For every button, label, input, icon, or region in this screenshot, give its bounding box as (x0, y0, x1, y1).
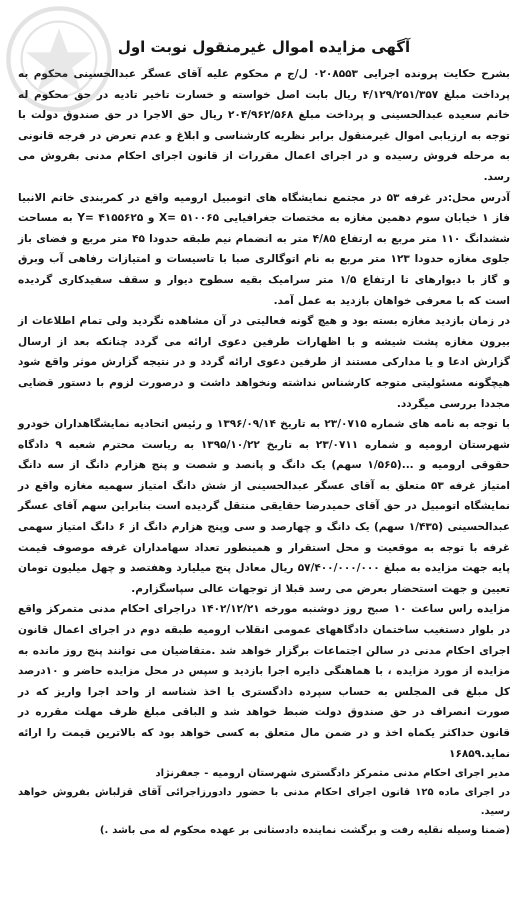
paragraph-article-125: در اجرای ماده ۱۲۵ قانون اجرای احکام مدنی با حضور دادورزاجرائی آقای قزلباش بفروش خواهد رسید. (18, 787, 511, 818)
paragraph-property-address: آدرس محل:در غرفه ۵۳ در مجتمع نمایشگاه های اتومبیل ارومیه واقع در کمربندی خاتم الانبیا فاز ۱ خیابان سوم دهمین مغازه به مختصات جغرافیایی ۵۱۰۰۶۵ =X و ۴۱۵۵۶۲۵ =Y به مساحت ششدانگ ۱۱۰ متر مربع به ارتفاع ۴/۸۵ متر به انضمام نیم طبقه حدودا ۴۵ متر مربع و فضای باز جلوی مغازه حدودا ۱۲۳ متر مربع به نام اتوگالری صبا با تاسیسات و امتیازات رفاهی آب وبرق و گاز با دیوارهای تا ارتفاع ۱/۵ متر سرامیک بقیه سطوح دیوار و سقف سفیدکاری گردیده است که با معرفی خواهان بازدید به عمل آمد. (18, 191, 510, 307)
notice-title: آگهی مزایده اموال غیرمنقول نوبت اول (117, 38, 411, 56)
signature-line: مدیر اجرای احکام مدنی متمرکز دادگستری شهرستان ارومیه - جعفرنژاد (155, 768, 510, 780)
paragraph-share-valuation: با توجه به نامه های شماره ۲۳/۰۷۱۵ به تاریخ ۱۳۹۶/۰۹/۱۴ و رئیس اتحادیه نمایشگاهداران خودرو شهرستان ارومیه و شماره ۲۳/۰۷۱۱ به تاریخ ۱۳۹۵/۱۰/۲۲ به ریاست محترم شعبه ۹ دادگاه حقوقی ارومیه و ...(۱/۵۶۵ سهم) یک دانگ و پانصد و شصت و پنج هزارم دانگ از سه دانگ امتیاز غرفه ۵۳ متعلق به آقای عسگر عبدالحسینی از شش دانگ امتیاز سهمیه مغازه واقع در نمایشگاه اتومبیل در حق آقای حمیدرضا حقایقی منتقل گردیده است بنابراین سهم آقای عسگر عبدالحسینی (۱/۴۳۵ سهم) یک دانگ و چهارصد و سی وپنج هزارم دانگ از ۶ دانگ امتیاز سهمی غرفه با توجه به موقعیت و محل استقرار و همینطور تعداد سهامداران غرفه موصوف قیمت پایه جهت مزایده به مبلغ ۵۷/۴۰۰/۰۰۰/۰۰۰ ریال معادل پنج میلیارد وهفتصد و چهل میلیون تومان تعیین و جهت استحضار بعرض می رسد قبلا از توجهات عالی سپاسگزارم. (18, 418, 511, 595)
paragraph-case-summary: بشرح حکایت پرونده اجرایی ۰۲۰۸۵۵۳ ل/ج م محکوم علیه آقای عسگر عبدالحسینی محکوم به پرداخت مبلغ ۴/۱۲۹/۲۵۱/۳۵۷ ریال بابت اصل خواسته و خسارت تاخیر تادیه در حق محکوم له خانم سعیده عبدالحسینی و پرداخت مبلغ ۲۰۴/۹۶۲/۵۶۸ ریال حق الاجرا در حق صندوق دولت با توجه به ارزیابی اموال غیرمنقول برابر نظریه کارشناسی و ابلاغ و عدم تعرض در فرجه قانونی به مرحله فروش رسیده و در اجرای اعمال مقررات از قانون اجرای احکام مدنی بفروش می رسد. (18, 68, 510, 183)
paragraph-transport-note: (ضمنا وسیله نقلیه رفت و برگشت نماینده دادستانی بر عهده محکوم له می باشد .) (99, 825, 510, 837)
paragraph-inspection-note: در زمان بازدید مغازه بسته بود و هیچ گونه فعالیتی در آن مشاهده نگردید ولی تمام اطلاعات از بیرون مغازه پشت شیشه و با اظهارات طرفین دعوی ارائه می گردد چنانکه بعد از ارسال گزارش ادعا و یا مدارکی مستند از طرفین دعوی ارائه گردد و در نتیجه گزارش موثر واقع شود هیچگونه مسئولیتی متوجه کارشناس نداشته ونخواهد داشت و درصورت لزوم با دستور قضایی مجددا بررسی میگردد. (18, 315, 510, 410)
paragraph-auction-terms: مزایده راس ساعت ۱۰ صبح روز دوشنبه مورخه ۱۴۰۲/۱۲/۲۱ دراجرای احکام مدنی متمرکز واقع در بلوار دستغیب ساختمان دادگاههای عمومی انقلاب ارومیه طبقه دوم در اجرای اعمال قانون اجرای احکام مدنی در سالن اجتماعات برگزار خواهد شد .متقاضیان می توانند پنج روز مانده به مزایده از مورد مزایده ، با هماهنگی دایره اجرا بازدید و سپس در محل مزایده حاضر و ۱۰درصد کل مبلغ فی المجلس به حساب سپرده دادگستری با اخذ شناسه از واحد اجرا واریز که در صورت انصراف در حق صندوق دولت ضبط خواهد شد و الباقی مبلغ ظرف مهلت مقرره در قانون حداکثر یکماه اخذ و در ضمن مال متعلق به کسی خواهد بود که بالاترین قیمت را ارائه نماید.۱۶۸۵۹ (18, 603, 511, 760)
